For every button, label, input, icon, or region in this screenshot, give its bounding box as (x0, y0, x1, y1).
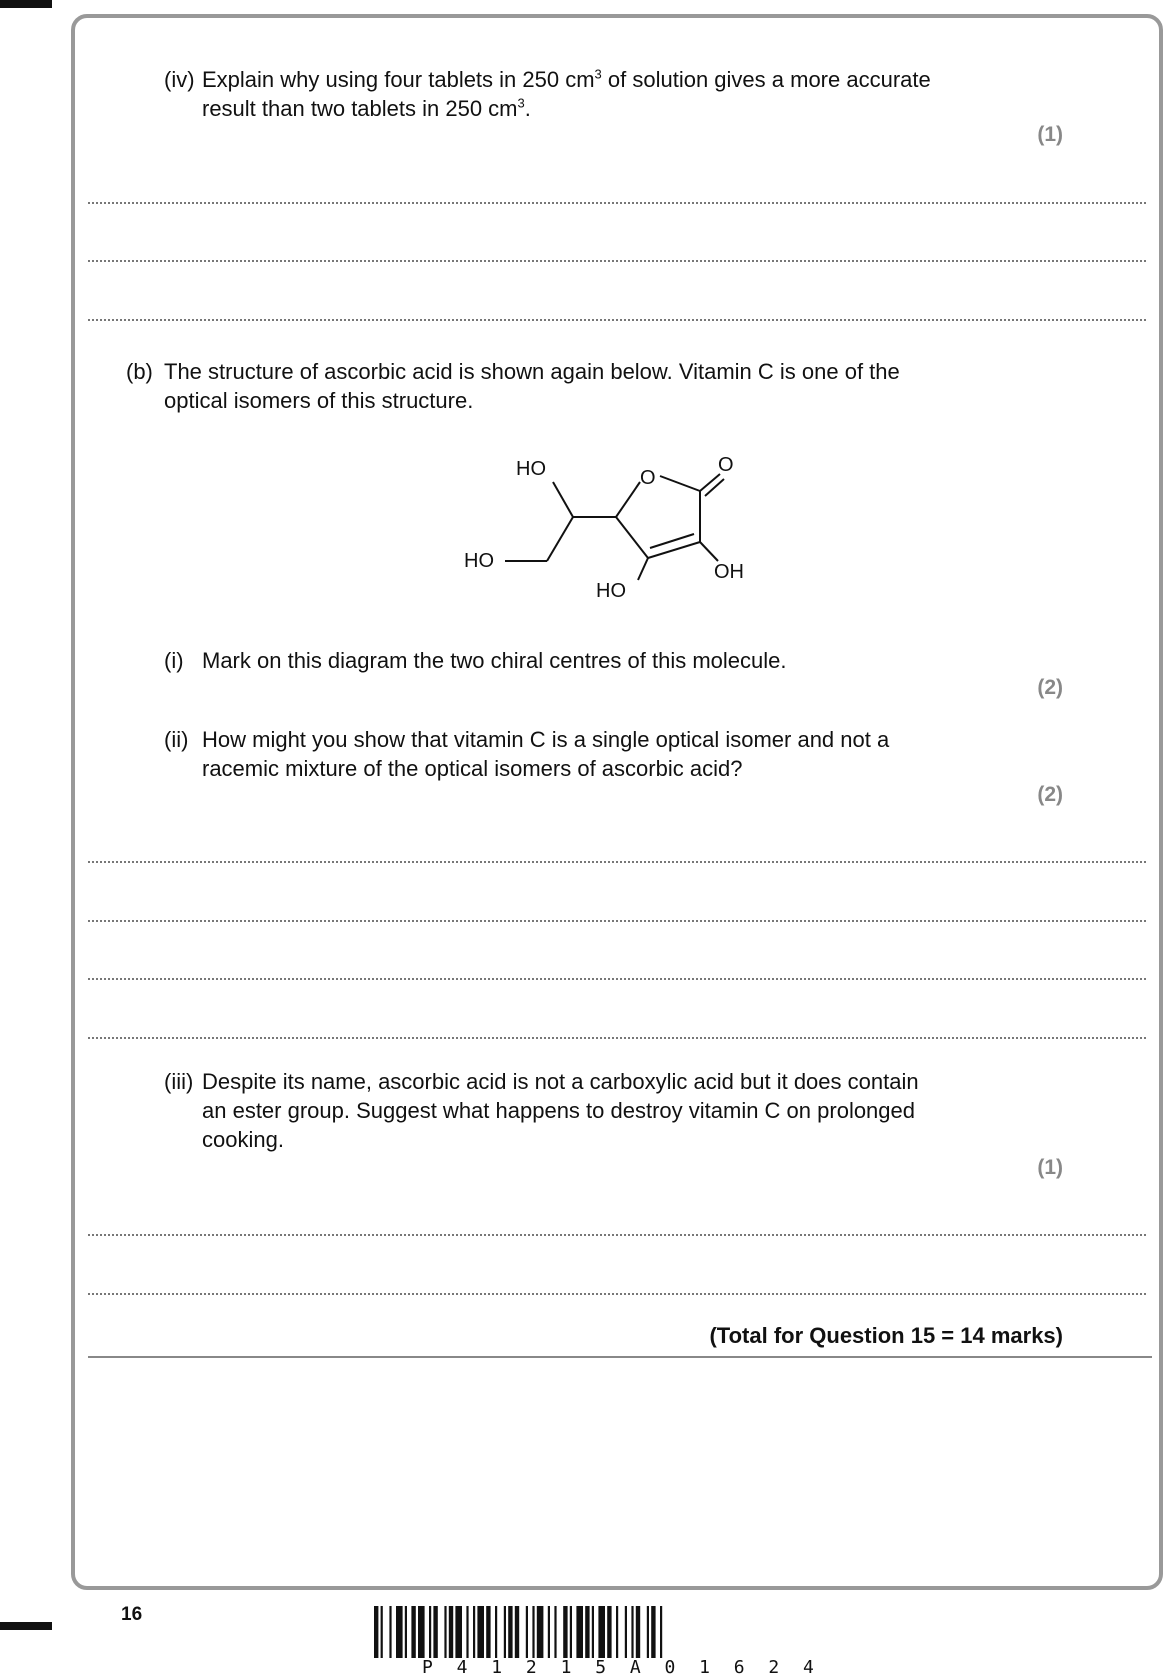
question-iii (164, 1067, 919, 1154)
question-b (126, 357, 900, 415)
top-corner-mark (0, 0, 52, 8)
question-i (164, 646, 786, 675)
ascorbic-acid-structure[interactable] (450, 445, 770, 615)
question-iii-label: (iii) (164, 1069, 194, 1094)
label-ho-top: HO (516, 458, 546, 480)
marks-i: (2) (1037, 676, 1063, 699)
answer-frame (71, 14, 1163, 1590)
total-divider (88, 1356, 1152, 1358)
barcode-char: 1 (491, 1657, 503, 1678)
barcode-char: 2 (525, 1657, 537, 1678)
question-iv-line2: result than two tablets in 250 $cm^3$. (202, 95, 531, 121)
question-total: (Total for Question 15 = 14 marks) (709, 1323, 1063, 1348)
barcode-char: 1 (699, 1657, 710, 1678)
answer-line[interactable] (88, 319, 1146, 321)
barcode-char: 0 (664, 1657, 676, 1678)
answer-line[interactable] (88, 861, 1146, 863)
question-iv-label: (iv) (164, 67, 195, 92)
answer-line[interactable] (88, 260, 1146, 262)
question-iv-line1: Explain why using four tablets in 250 $cm^3$ of solution gives a more accurate (202, 66, 931, 92)
barcode-char: 5 (595, 1657, 607, 1678)
label-o-carbonyl: O (718, 454, 734, 476)
barcode-char: P (422, 1657, 433, 1678)
question-b-label: (b) (126, 359, 153, 384)
barcode-char: A (629, 1657, 641, 1678)
barcode-char: 2 (768, 1657, 780, 1678)
question-iii-line2: an ester group. Suggest what happens to destroy vitamin C on prolonged (202, 1098, 916, 1123)
question-iii-line1: Despite its name, ascorbic acid is not a carboxylic acid but it does contain (202, 1069, 919, 1094)
question-ii-label: (ii) (164, 727, 189, 752)
barcode-char: 6 (733, 1657, 745, 1678)
barcode-char: 1 (560, 1657, 572, 1678)
barcode-text (374, 1657, 862, 1678)
barcode-char: 4 (456, 1657, 468, 1678)
label-ho-left: HO (464, 550, 494, 572)
label-o-ring: O (640, 467, 656, 489)
answer-line[interactable] (88, 978, 1146, 980)
barcode-char: 4 (803, 1657, 814, 1678)
question-i-label: (i) (164, 648, 184, 673)
label-ho-bottom: HO (596, 580, 626, 602)
question-ii-line2: racemic mixture of the optical isomers of ascorbic acid? (202, 756, 743, 781)
page-number: 16 (121, 1604, 143, 1625)
label-oh-right: OH (714, 561, 744, 583)
question-b-line2: optical isomers of this structure. (164, 388, 474, 413)
bottom-corner-mark (0, 1622, 52, 1630)
question-b-line1: The structure of ascorbic acid is shown again below. Vitamin C is one of the (164, 359, 900, 384)
answer-line[interactable] (88, 1037, 1146, 1039)
question-i-text: Mark on this diagram the two chiral centres of this molecule. (202, 648, 787, 673)
barcode (374, 1606, 862, 1658)
answer-line[interactable] (88, 202, 1146, 204)
question-iv (164, 65, 931, 123)
answer-line[interactable] (88, 1234, 1146, 1236)
marks-iv: (1) (1037, 123, 1063, 146)
question-ii-line1: How might you show that vitamin C is a single optical isomer and not a (202, 727, 890, 752)
answer-line[interactable] (88, 1293, 1146, 1295)
answer-line[interactable] (88, 920, 1146, 922)
marks-ii: (2) (1037, 783, 1063, 806)
question-ii (164, 725, 889, 783)
question-iii-line3: cooking. (202, 1127, 284, 1152)
marks-iii: (1) (1037, 1156, 1063, 1179)
